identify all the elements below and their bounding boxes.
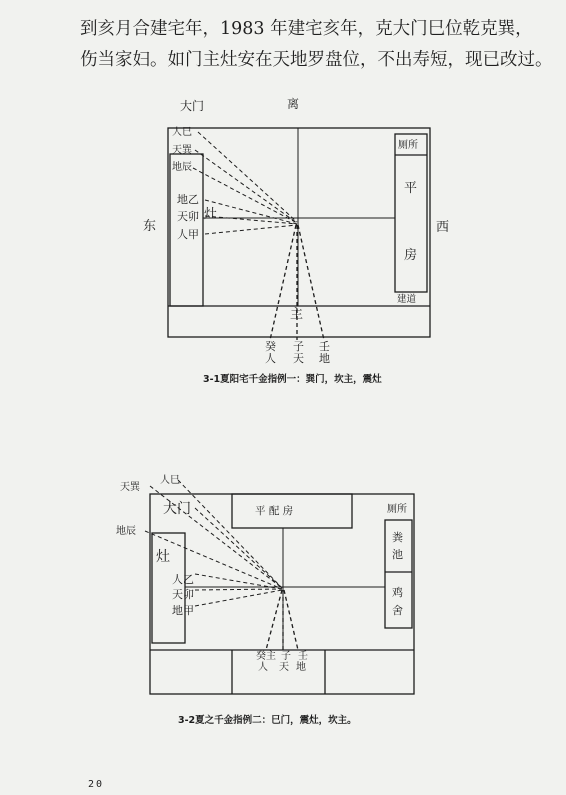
fig2-ray-di-jia bbox=[195, 590, 282, 606]
fig2-ray-ren bbox=[284, 590, 298, 650]
fig2-gate: 大门 bbox=[163, 501, 191, 517]
fig2-ren-yi: 人乙 bbox=[172, 573, 194, 586]
fig2-ray-gui bbox=[266, 590, 282, 650]
fig2-ray-ren-si bbox=[178, 480, 282, 588]
fig2-ren-person: 人 bbox=[258, 662, 268, 673]
fig1-zao: 灶 bbox=[204, 207, 218, 222]
paragraph-line-2: 伤当家妇。如门主灶安在天地罗盘位，不出寿短，现已改过。 bbox=[80, 50, 553, 70]
fig1-ray-gui bbox=[270, 225, 296, 340]
fig1-east-label: 东 bbox=[143, 219, 157, 234]
fig1-tian-xun: 天巽 bbox=[172, 145, 192, 156]
fig1-gui: 癸 bbox=[265, 340, 276, 353]
fig1-tian-mao: 天卯 bbox=[177, 210, 199, 223]
fig1-ren-stem: 壬 bbox=[319, 340, 330, 353]
fig1-fang: 房 bbox=[404, 248, 418, 263]
fig1-jiandao: 建道 bbox=[397, 294, 417, 305]
fig2-ray-tian-mao bbox=[195, 589, 282, 590]
fig1-zhu: 主 bbox=[290, 307, 304, 322]
fig1-di-chen: 地辰 bbox=[172, 162, 192, 173]
fig2-tian-mao: 天卯 bbox=[172, 588, 194, 601]
figure-1-caption: 3-1夏阳宅千金指例一：巽门，坎主，震灶 bbox=[203, 374, 382, 385]
fig1-ping: 平 bbox=[404, 181, 418, 196]
fig1-di: 地 bbox=[319, 352, 330, 365]
fig1-ren-si: 人巳 bbox=[172, 127, 192, 138]
fig1-ray-ren-jia bbox=[205, 225, 297, 234]
fig2-she: 舍 bbox=[392, 604, 403, 617]
fig2-tian-xun: 天巽 bbox=[120, 482, 140, 493]
fig1-ray-di-yi bbox=[205, 200, 297, 224]
fig1-li-label: 离 bbox=[287, 97, 300, 111]
fig2-cesuo: 厕所 bbox=[387, 504, 407, 515]
fig1-ray-ren bbox=[298, 225, 324, 340]
fig2-ji: 鸡 bbox=[392, 586, 403, 599]
fig2-ray-gate bbox=[195, 508, 282, 588]
fig2-di: 地 bbox=[296, 662, 306, 673]
fig1-zi: 子 bbox=[293, 340, 304, 353]
fig2-zi: 子 bbox=[281, 651, 291, 662]
fig2-ren-si: 人巳 bbox=[160, 475, 180, 486]
fig1-flat-house bbox=[395, 134, 427, 292]
figure-2-caption: 3-2夏之千金指例二：巳门，震灶，坎主。 bbox=[178, 715, 357, 726]
page-number: 20 bbox=[88, 779, 105, 790]
fig2-di-chen: 地辰 bbox=[116, 526, 136, 537]
fig2-chi: 池 bbox=[392, 548, 403, 561]
fig1-west-label: 西 bbox=[436, 220, 450, 235]
fig1-tian: 天 bbox=[293, 352, 304, 365]
fig2-di-jia: 地甲 bbox=[172, 604, 194, 617]
fig1-cesuo: 厕所 bbox=[398, 140, 418, 151]
fig2-fen: 粪 bbox=[392, 531, 403, 544]
fig2-gui-zhu: 癸主 bbox=[256, 651, 276, 662]
fig1-gate-label: 大门 bbox=[180, 99, 205, 113]
fig1-ren-person: 人 bbox=[265, 352, 276, 365]
paragraph-line-1: 到亥月合建宅年，1983 年建宅亥年，克大门巳位乾克巽， bbox=[80, 19, 533, 39]
fig2-tian: 天 bbox=[279, 662, 289, 673]
fig2-zao: 灶 bbox=[156, 549, 170, 565]
fig2-ren-stem: 壬 bbox=[298, 651, 308, 662]
fig2-pingpei-fang: 平 配 房 bbox=[255, 505, 294, 517]
fig1-di-yi: 地乙 bbox=[177, 193, 199, 206]
fig1-ren-jia: 人甲 bbox=[177, 228, 199, 241]
